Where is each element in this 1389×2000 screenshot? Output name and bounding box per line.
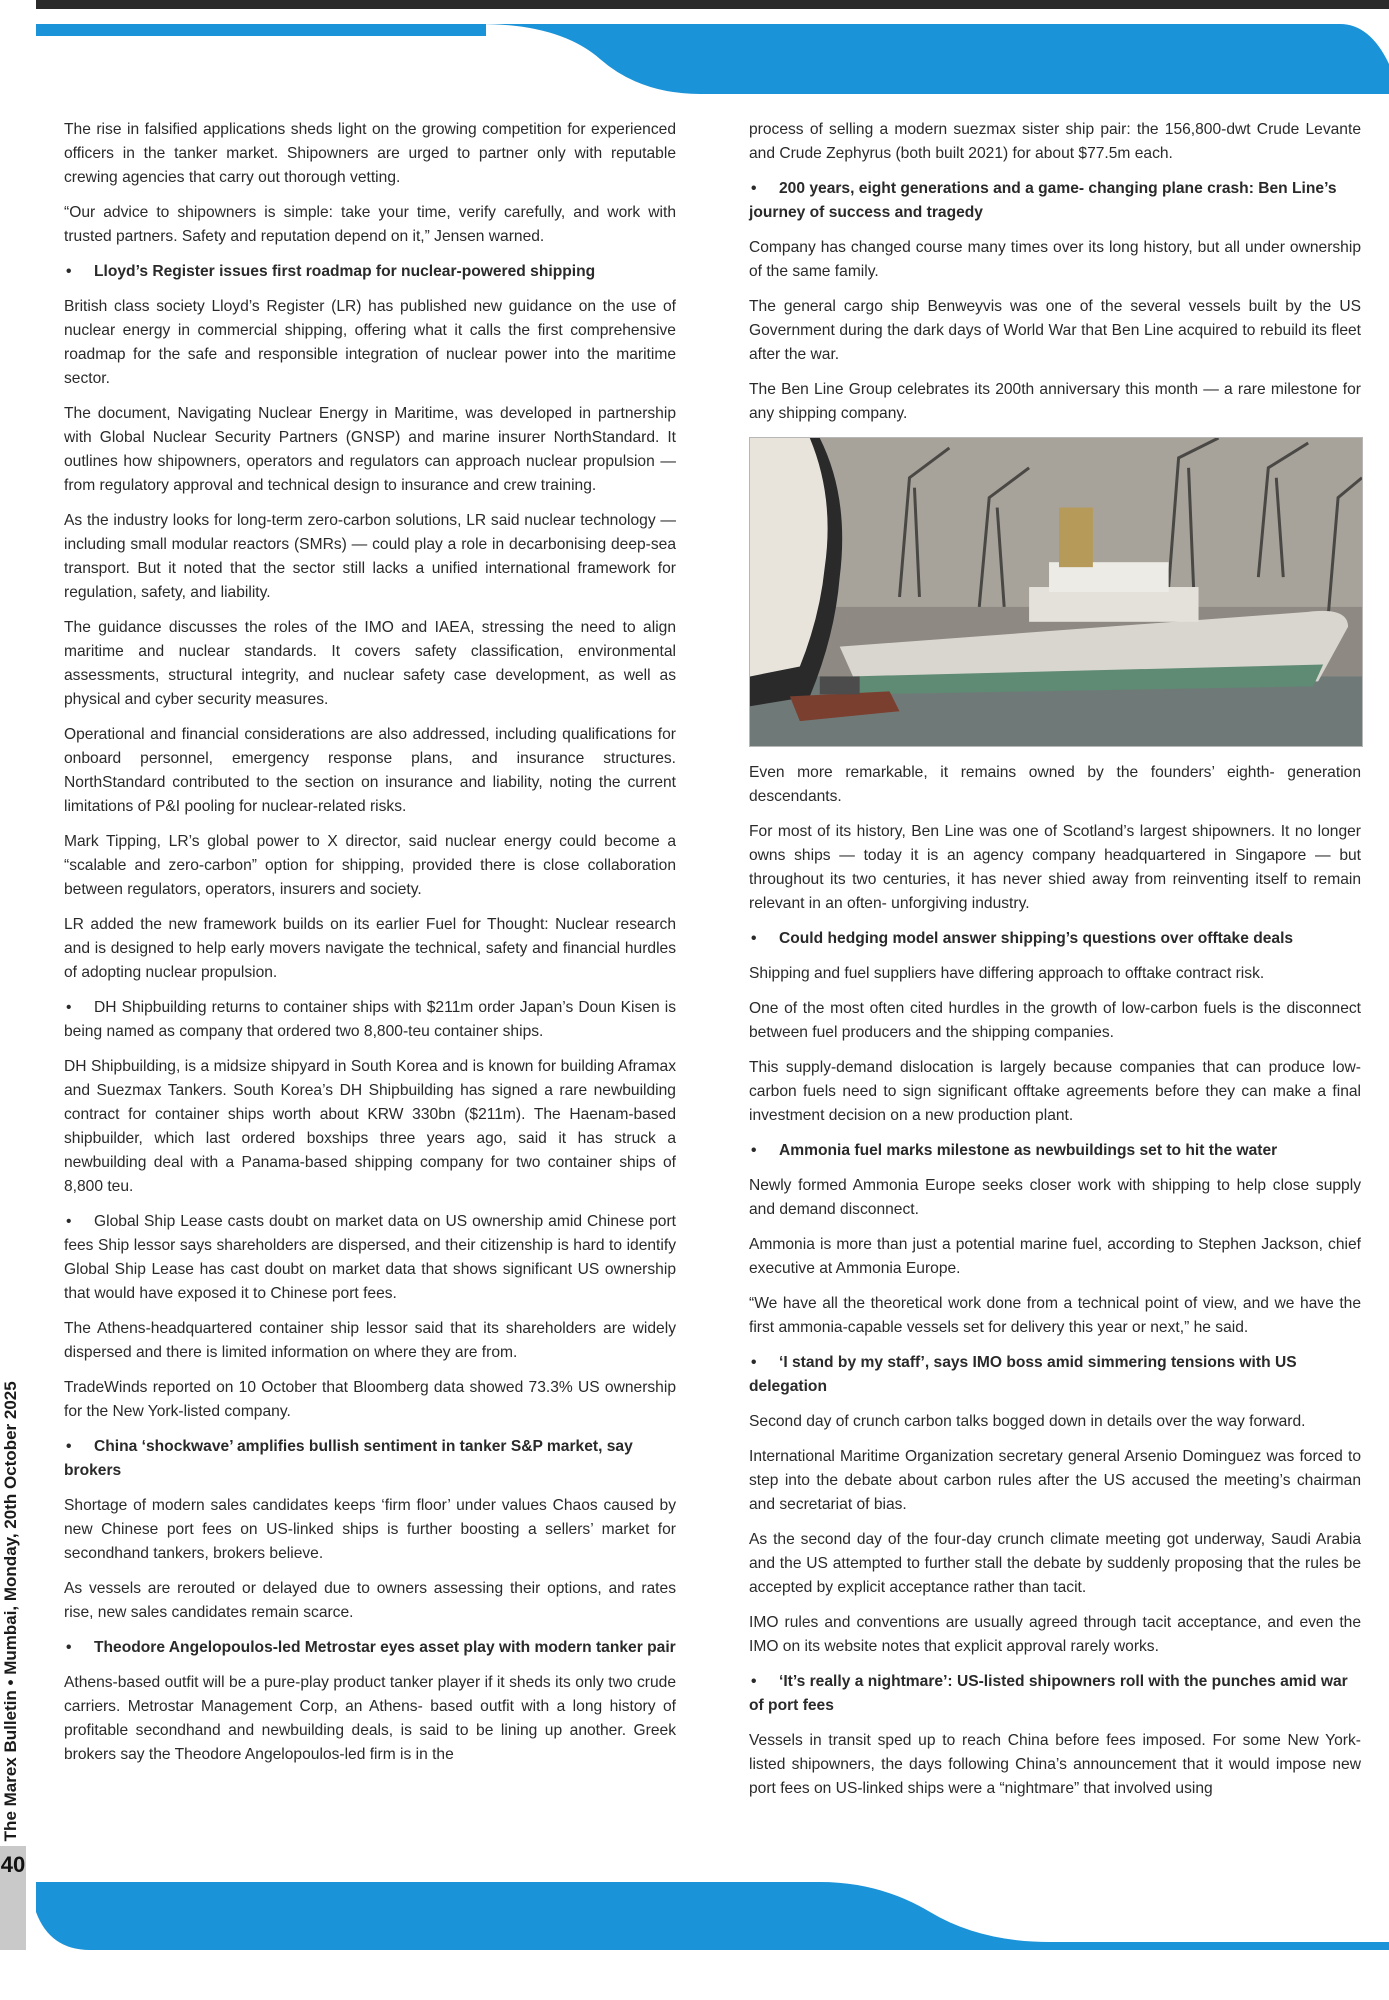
headline-text: ‘I stand by my staff’, says IMO boss amid simmering tensions with US delegation (749, 1354, 1297, 1395)
bulleted-paragraph (64, 996, 676, 1044)
left-column (64, 118, 676, 1778)
bullet-icon: • (751, 180, 757, 197)
bullet-icon: • (66, 1639, 72, 1656)
headline-text: ‘It’s really a nightmare’: US-listed shipowners roll with the punches amid war of port fees (749, 1673, 1348, 1714)
section-headline (64, 260, 676, 284)
body-paragraph: “We have all the theoretical work done from a technical point of view, and we have the first ammonia-capable vessels set for delivery this year or next,” he said. (749, 1295, 1361, 1336)
headline-text: 200 years, eight generations and a game- changing plane crash: Ben Line’s journey of success and tragedy (749, 180, 1337, 221)
bullet-icon: • (66, 999, 72, 1016)
body-paragraph: The Athens-headquartered container ship lessor said that its shareholders are widely dispersed and there is limited information on where they are from. (64, 1320, 676, 1361)
body-paragraph: The document, Navigating Nuclear Energy in Maritime, was developed in partnership with Global Nuclear Security Partners (GNSP) and marine insurer NorthStandard. It outlines how shipowners, operators and regulators can approach nuclear propulsion — from regulatory approval and technical design to insurance and crew training. (64, 405, 676, 494)
body-paragraph: International Maritime Organization secretary general Arsenio Dominguez was forced to step into the debate about carbon rules after the US accused the meeting’s chairman and secretariat of bias. (749, 1448, 1361, 1513)
body-paragraph: Ammonia is more than just a potential marine fuel, according to Stephen Jackson, chief executive at Ammonia Europe. (749, 1236, 1361, 1277)
body-paragraph: TradeWinds reported on 10 October that Bloomberg data showed 73.3% US ownership for the New York-listed company. (64, 1379, 676, 1420)
body-paragraph: The guidance discusses the roles of the IMO and IAEA, stressing the need to align maritime and nuclear standards. It covers safety classification, environmental assessments, structural integrity, and nuclear safety case development, as well as physical and cyber security measures. (64, 619, 676, 708)
bulleted-paragraph (64, 1210, 676, 1306)
body-paragraph: process of selling a modern suezmax sister ship pair: the 156,800-dwt Crude Levante and Crude Zephyrus (both built 2021) for about $77.5m each. (749, 121, 1361, 162)
bullet-icon: • (751, 1354, 757, 1371)
bullet-icon: • (66, 1213, 72, 1230)
bullet-icon: • (751, 930, 757, 947)
ship-photo (749, 437, 1363, 747)
right-column (749, 118, 1361, 1812)
body-paragraph: Second day of crunch carbon talks bogged down in details over the way forward. (749, 1413, 1306, 1430)
headline-text: China ‘shockwave’ amplifies bullish sentiment in tanker S&P market, say brokers (64, 1438, 633, 1479)
body-paragraph: Mark Tipping, LR’s global power to X director, said nuclear energy could become a “scalable and zero-carbon” option for shipping, provided there is close collaboration between regulators, operators, insurers and society. (64, 833, 676, 898)
paragraph-text: DH Shipbuilding returns to container ships with $211m order Japan’s Doun Kisen is being named as company that ordered two 8,800-teu container ships. (64, 999, 676, 1040)
body-paragraph: LR added the new framework builds on its earlier Fuel for Thought: Nuclear research and is designed to help early movers navigate the technical, safety and financial hurdles of adopting nuclear propulsion. (64, 916, 676, 981)
body-paragraph: As vessels are rerouted or delayed due to owners assessing their options, and rates rise, new sales candidates remain scarce. (64, 1580, 676, 1621)
body-paragraph: Company has changed course many times over its long history, but all under ownership of the same family. (749, 239, 1361, 280)
body-paragraph: Operational and financial considerations are also addressed, including qualifications for onboard personnel, emergency response plans, and insurance structures. NorthStandard contributed to the section on insurance and liability, noting the current limitations of P&I pooling for nuclear-related risks. (64, 726, 676, 815)
section-headline (749, 1670, 1361, 1718)
body-paragraph: This supply-demand dislocation is largely because companies that can produce low-carbon fuels need to sign significant offtake agreements before they can make a final investment decision on a new production plant. (749, 1059, 1361, 1124)
body-paragraph: Shipping and fuel suppliers have differing approach to offtake contract risk. (749, 965, 1265, 982)
body-paragraph: Even more remarkable, it remains owned by the founders’ eighth- generation descendants. (749, 764, 1361, 805)
section-headline (749, 927, 1361, 951)
headline-text: Lloyd’s Register issues first roadmap for nuclear-powered shipping (94, 263, 596, 280)
footer-swoosh (0, 1882, 1389, 1950)
body-paragraph: DH Shipbuilding, is a midsize shipyard in South Korea and is known for building Aframax and Suezmax Tankers. South Korea’s DH Shipbuilding has signed a rare newbuilding contract for container ships worth about KRW 330bn ($211m). The Haenam-based shipbuilder, which last ordered boxships three years ago, said it has struck a newbuilding deal with a Panama-based shipping company for two container ships of 8,800 teu. (64, 1058, 676, 1195)
headline-text: Theodore Angelopoulos-led Metrostar eyes asset play with modern tanker pair (94, 1639, 676, 1656)
page-number: 40 (0, 1852, 26, 1877)
headline-text: Ammonia fuel marks milestone as newbuildings set to hit the water (779, 1142, 1278, 1159)
section-headline (64, 1636, 676, 1660)
body-paragraph: Shortage of modern sales candidates keeps ‘firm floor’ under values Chaos caused by new Chinese port fees on US-linked ships is further boosting a sellers’ market for secondhand tankers, brokers believe. (64, 1497, 676, 1562)
body-paragraph: One of the most often cited hurdles in the growth of low-carbon fuels is the disconnect between fuel producers and the shipping companies. (749, 1000, 1361, 1041)
body-paragraph: British class society Lloyd’s Register (LR) has published new guidance on the use of nuclear energy in commercial shipping, offering what it calls the first comprehensive roadmap for the safe and responsible integration of nuclear power into the maritime sector. (64, 298, 676, 387)
body-paragraph: The Ben Line Group celebrates its 200th anniversary this month — a rare milestone for any shipping company. (749, 381, 1361, 422)
body-paragraph: Vessels in transit sped up to reach China before fees imposed. For some New York-listed shipowners, the days following China’s announcement that it would impose new port fees on US-linked ships were a “nightmare” that involved using (749, 1732, 1361, 1797)
header-swoosh (0, 24, 1389, 94)
body-paragraph: For most of its history, Ben Line was one of Scotland’s largest shipowners. It no longer owns ships — today it is an agency company headquartered in Singapore — but throughout its two centuries, it has never shied away from reinventing itself to remain relevant in an often- unforgiving industry. (749, 823, 1361, 912)
top-rule (36, 0, 1389, 9)
body-paragraph: Newly formed Ammonia Europe seeks closer work with shipping to help close supply and demand disconnect. (749, 1177, 1361, 1218)
bullet-icon: • (751, 1142, 757, 1159)
body-paragraph: “Our advice to shipowners is simple: take your time, verify carefully, and work with trusted partners. Safety and reputation depend on it,” Jensen warned. (64, 204, 676, 245)
body-paragraph: Athens-based outfit will be a pure-play product tanker player if it sheds its only two crude carriers. Metrostar Management Corp, an Athens- based outfit with a long history of profitable secondhand and newbuilding deals, is said to be lining up another. Greek brokers say the Theodore Angelopoulos-led firm is in the (64, 1674, 676, 1763)
body-paragraph: As the second day of the four-day crunch climate meeting got underway, Saudi Arabia and the US attempted to further stall the debate by suddenly proposing that the rules be accepted by explicit acceptance rather than tacit. (749, 1531, 1361, 1596)
body-paragraph: IMO rules and conventions are usually agreed through tacit acceptance, and even the IMO on its website notes that explicit approval rarely works. (749, 1614, 1361, 1655)
bullet-icon: • (66, 263, 72, 280)
headline-text: Could hedging model answer shipping’s questions over offtake deals (779, 930, 1294, 947)
body-paragraph: The rise in falsified applications sheds light on the growing competition for experienced officers in the tanker market. Shipowners are urged to partner only with reputable crewing agencies that carry out thorough vetting. (64, 121, 676, 186)
paragraph-text: Global Ship Lease casts doubt on market data on US ownership amid Chinese port fees Ship lessor says shareholders are dispersed, and their citizenship is hard to identify Global Ship Lease has cast doubt on market data that shows significant US ownership that would have exposed it to Chinese port fees. (64, 1213, 676, 1302)
section-headline (64, 1435, 676, 1483)
section-headline (749, 177, 1361, 225)
bullet-icon: • (66, 1438, 72, 1455)
section-headline (749, 1351, 1361, 1399)
body-paragraph: As the industry looks for long-term zero-carbon solutions, LR said nuclear technology — including small modular reactors (SMRs) — could play a role in decarbonising deep-sea transport. But it noted that the sector still lacks a unified international framework for regulation, safety, and liability. (64, 512, 676, 601)
section-headline (749, 1139, 1361, 1163)
bullet-icon: • (751, 1673, 757, 1690)
body-paragraph: The general cargo ship Benweyvis was one of the several vessels built by the US Government during the dark days of World War that Ben Line acquired to rebuild its fleet after the war. (749, 298, 1361, 363)
